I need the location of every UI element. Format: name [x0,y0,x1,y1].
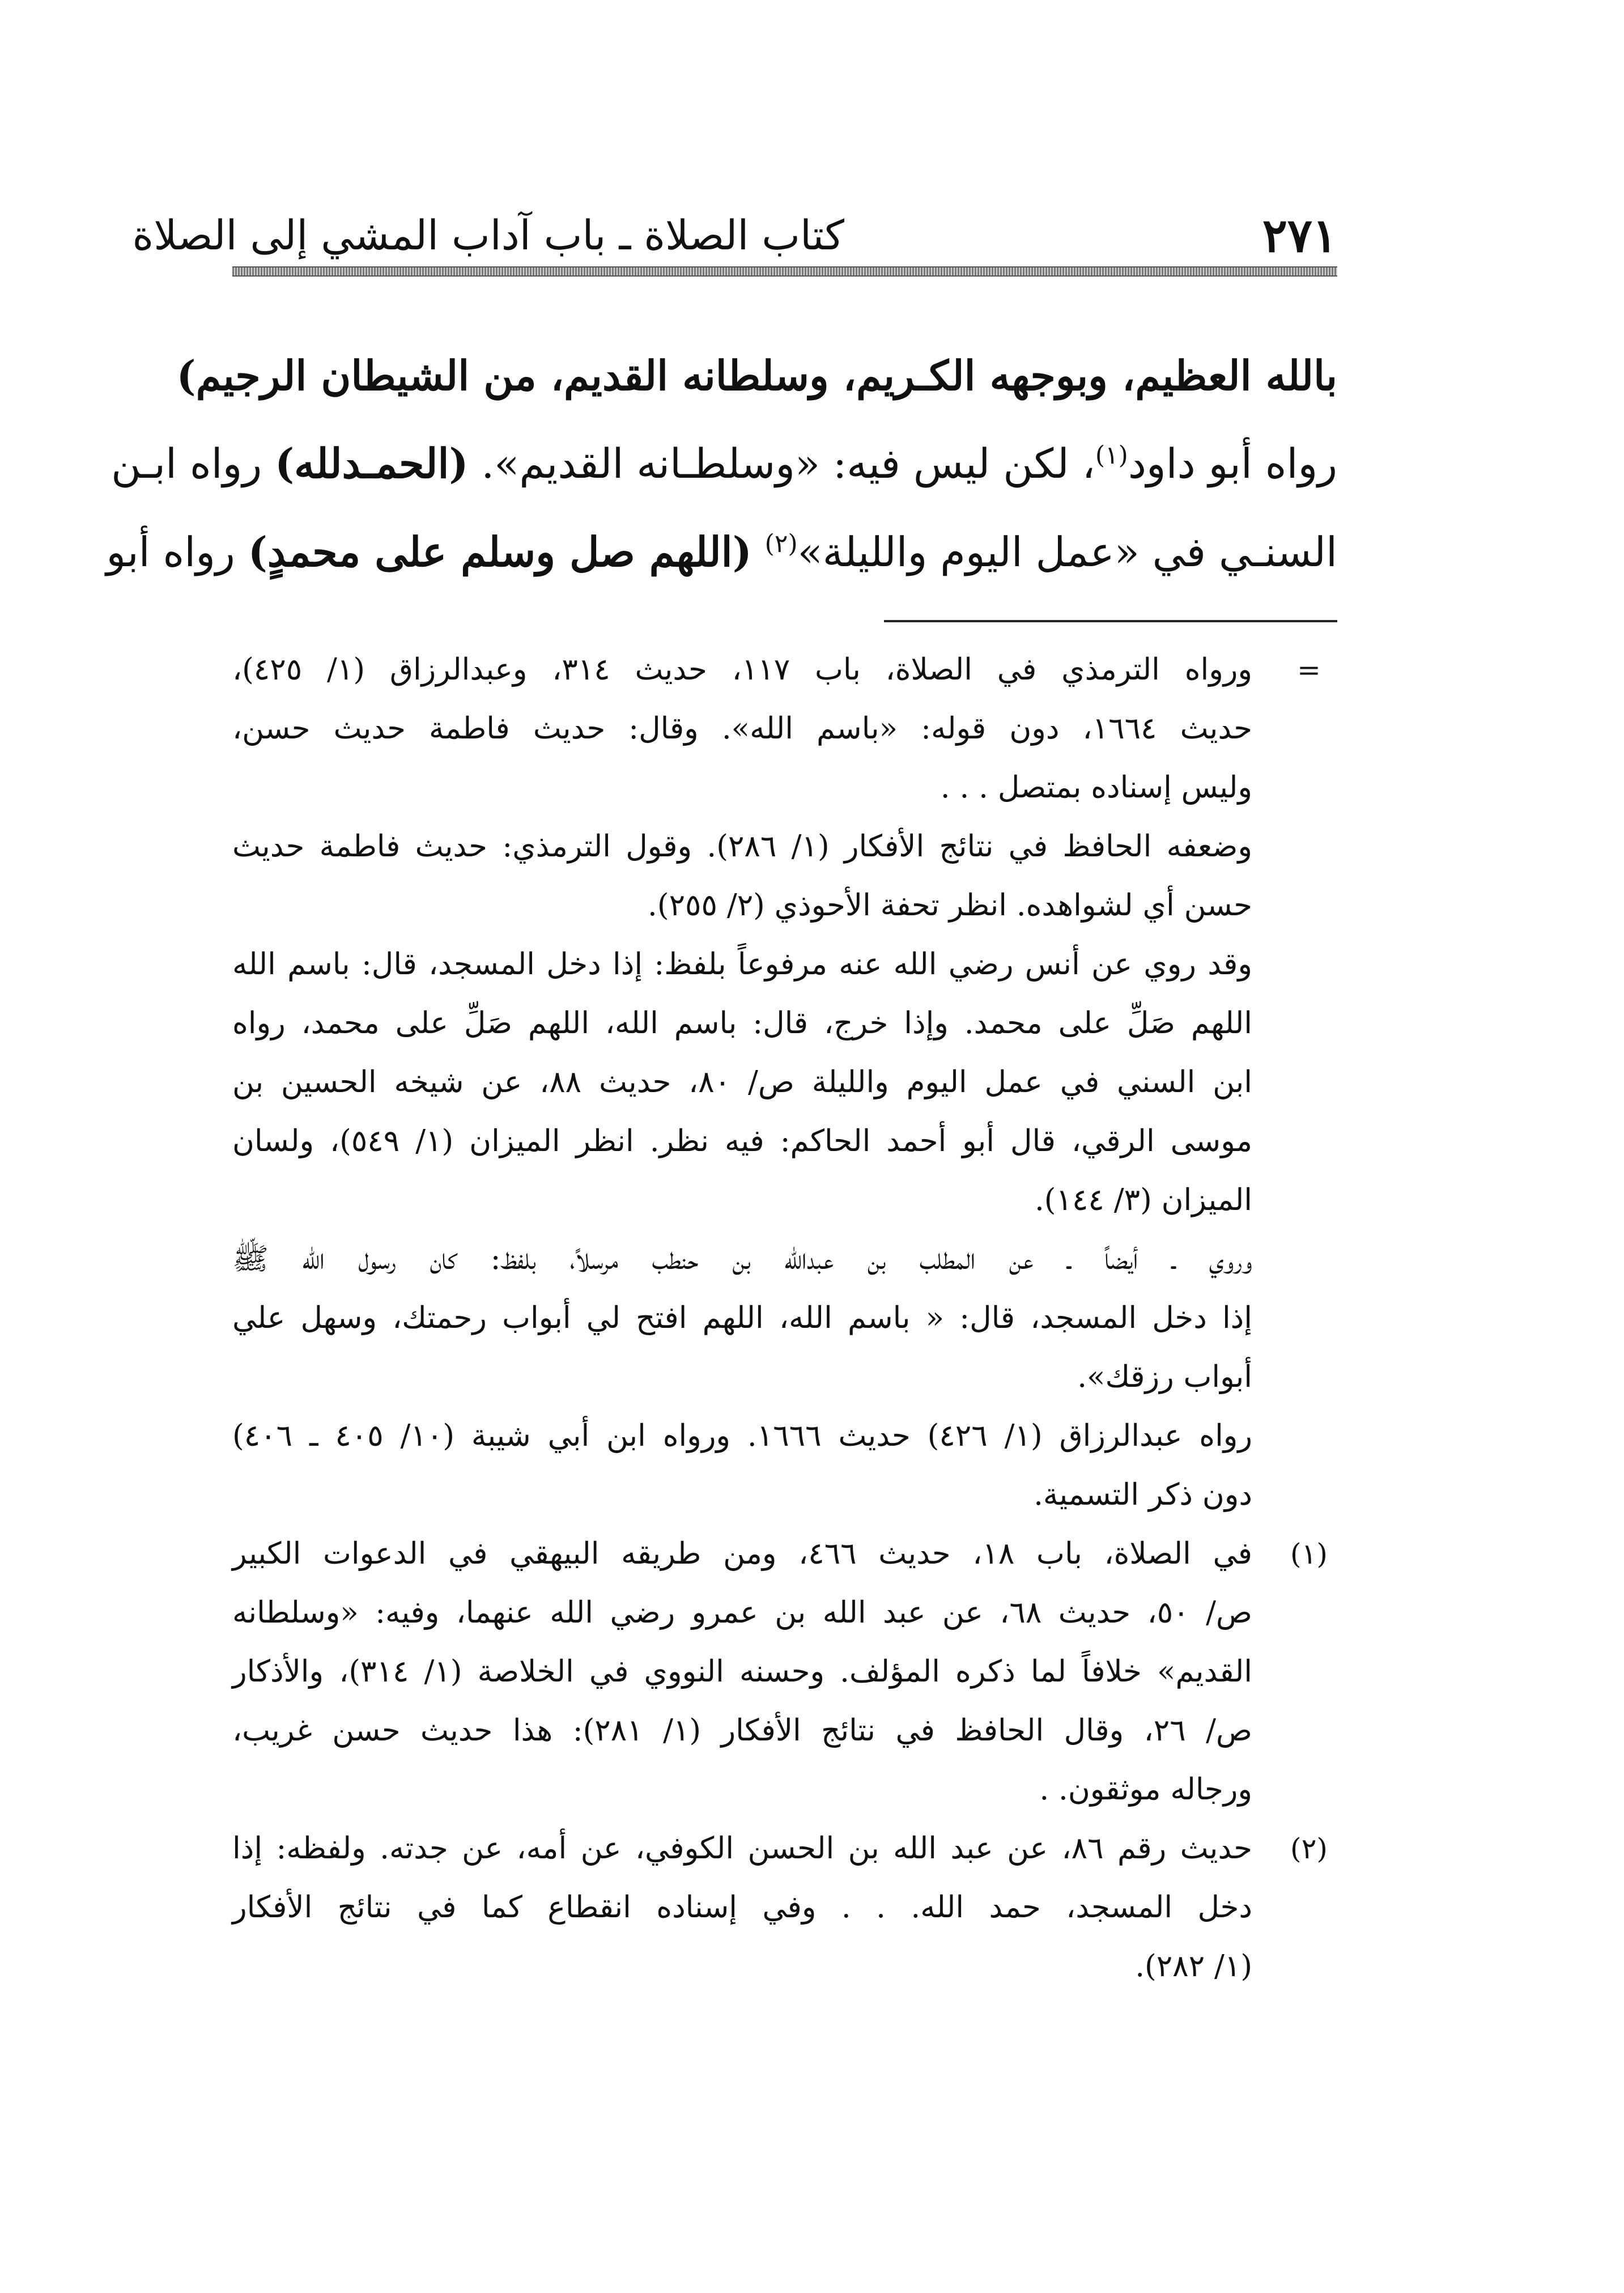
footnote-line: وروي ـ أيضاً ـ عن المطلب بن عبدالله بن حنطب مرسلاً، بلفظ: كان رسول الله ﷺ [232,1242,1252,1276]
main-text [106,332,1337,596]
main-line-3-emphasis: (اللهم صل وسلم على محمدٍ) [248,528,752,576]
main-line-2-text-a: رواه أبو داود [1128,440,1337,487]
main-line-3-space [752,528,765,576]
main-line-3-text-b: رواه أبو [106,528,248,576]
footnote-2-marker: (٢) [1290,1832,1328,1865]
main-line-2-text-b: ، لكن ليس فيه: «وسلطـانه القديم». [468,440,1095,487]
footnote-ref-1: (١) [1095,441,1128,470]
footnote-line: ورجاله موثقون. . [1039,1772,1252,1807]
footnote-line: موسى الرقي، قال أبو أحمد الحاكم: فيه نظر. انظر الميزان (١/ ٥٤٩)، ولسان [232,1124,1252,1158]
footnote-line: رواه عبدالرزاق (١/ ٤٢٦) حديث ١٦٦٦. ورواه ابن أبي شيبة (١٠/ ٤٠٥ ـ ٤٠٦) [232,1419,1252,1453]
footnotes [232,640,1337,1996]
footnote-line: اللهم صَلِّ على محمد. وإذا خرج، قال: باسم الله، اللهم صَلِّ على محمد، رواه [232,1006,1252,1041]
footnote-1-marker: (١) [1290,1538,1328,1570]
footnote-line: ص/ ٢٦، وقال الحافظ في نتائج الأفكار (١/ ٢٨١): هذا حديث حسن غريب، [232,1713,1253,1748]
footnote-line: ورواه الترمذي في الصلاة، باب ١١٧، حديث ٣١٤، وعبدالرزاق (١/ ٤٢٥)، [232,652,1252,687]
main-line-1: بالله العظيم، وبوجهه الكـريم، وسلطانه القديم، من الشيطان الرجيم) [176,351,1337,400]
main-line-2 [111,419,1337,508]
footnote-paragraph [232,1407,1337,1525]
footnote-line: وليس إسناده بمتصل . . . [940,770,1252,805]
footnote-line: وضعفه الحافظ في نتائج الأفكار (١/ ٢٨٦). وقول الترمذي: حديث فاطمة حديث [232,829,1252,864]
footnote-paragraph [232,817,1337,935]
page-number: ٢٧١ [1262,209,1337,263]
footnote-line: (١/ ٢٨٢). [1135,1949,1252,1984]
running-header [132,187,1337,272]
main-line-3 [106,508,1337,596]
footnote-paragraph [232,935,1337,1230]
footnote-1 [232,1525,1337,1819]
footnote-2 [232,1819,1337,1996]
continuation-marker: = [1297,653,1321,686]
main-line-2-text-c: رواه ابـن [111,440,275,487]
footnote-line: أبواب رزقك». [1077,1360,1252,1394]
footnote-ref-2: (٢) [764,529,798,558]
footnote-paragraph [232,1230,1337,1407]
footnote-line: دخل المسجد، حمد الله. . . وفي إسناده انقطاع كما في نتائج الأفكار [232,1890,1252,1925]
footnote-line: حديث ١٦٦٤، دون قوله: «باسم الله». وقال: حديث فاطمة حديث حسن، [232,711,1252,746]
footnote-line: في الصلاة، باب ١٨، حديث ٤٦٦، ومن طريقه البيهقي في الدعوات الكبير [232,1536,1252,1571]
main-line-2-emphasis: (الحمـدلله) [275,439,469,487]
footnote-line: القديم» خلافاً لما ذكره المؤلف. وحسنه النووي في الخلاصة (١/ ٣١٤)، والأذكار [232,1654,1252,1689]
footnote-line: الميزان (٣/ ١٤٤). [1034,1183,1252,1217]
chapter-title: كتاب الصلاة ـ باب آداب المشي إلى الصلاة [132,211,844,259]
footnote-separator [884,620,1337,622]
main-line-3-text-a: السنـي في «عمل اليوم والليلة» [797,528,1337,576]
header-divider [232,266,1337,277]
footnote-line: دون ذكر التسمية. [1034,1477,1252,1512]
footnote-line: ابن السني في عمل اليوم والليلة ص/ ٨٠، حديث ٨٨، عن شيخه الحسين بن [232,1065,1252,1099]
footnote-line: حديث رقم ٨٦، عن عبد الله بن الحسن الكوفي، عن أمه، عن جدته. ولفظه: إذا [232,1831,1252,1866]
footnote-line: ص/ ٥٠، حديث ٦٨، عن عبد الله بن عمرو رضي الله عنهما، وفيه: «وسلطانه [232,1595,1253,1630]
book-page [106,187,1337,1996]
footnote-line: إذا دخل المسجد، قال: « باسم الله، اللهم افتح لي أبواب رحمتك، وسهل علي [232,1301,1252,1335]
footnote-line: حسن أي لشواهده. انظر تحفة الأحوذي (٢/ ٢٥٥). [648,888,1252,923]
footnote-continuation [232,640,1337,817]
footnote-line: وقد روي عن أنس رضي الله عنه مرفوعاً بلفظ: إذا دخل المسجد، قال: باسم الله [232,947,1252,982]
